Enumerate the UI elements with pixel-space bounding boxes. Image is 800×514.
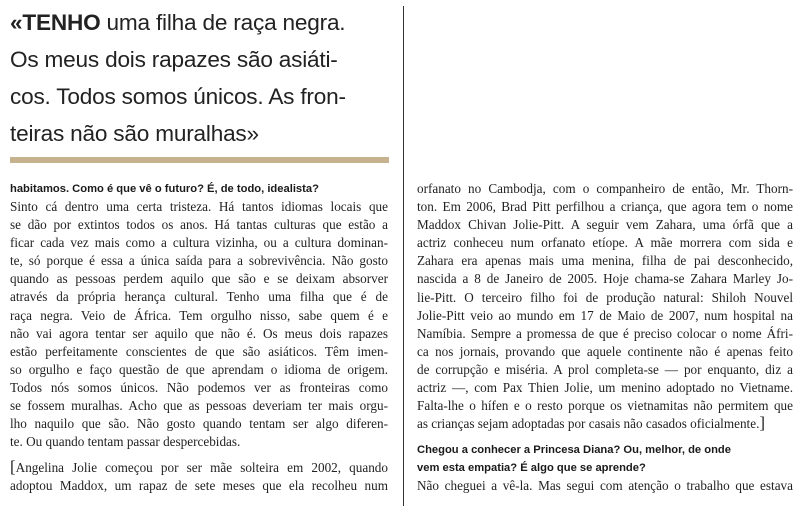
- aside-line: Namíbia. Sempre a promessa de que é preciso colocar o nome Áfri-: [417, 325, 793, 341]
- aside-line-text: Angelina Jolie começou por ser mãe solteira em 2002, quando: [15, 460, 388, 476]
- aside-line: Zahara era apenas mais uma menina, filha de pai desconhecido,: [417, 253, 793, 269]
- answer-line: Sinto cá dentro uma certa tristeza. Há tantos idiomas locais que: [10, 199, 388, 214]
- answer-line: so orgulho e faço questão de que aprendam o idioma de origem.: [10, 361, 388, 377]
- answer-line: se fossem muralhas. Acho que as pessoas deveriam ter mais orgu-: [10, 398, 388, 414]
- aside-line: nascida a 8 de Janeiro de 2005. Hoje chama-se Zahara Marley Jo-: [417, 271, 793, 287]
- aside-line: ton. Em 2006, Brad Pitt perfilhou a criança, que agora tem o nome: [417, 199, 793, 215]
- aside-open-bracket: [: [10, 457, 16, 477]
- aside-line: [10, 459, 388, 477]
- right-column: [417, 180, 793, 495]
- aside-line: de corrupção e miséria. A prol completa-se — por enquanto, diz a: [417, 361, 793, 377]
- answer-line: ficar cada vez mais como a cultura vizinha, ou a cultura dominan-: [10, 235, 388, 251]
- aside-line: Maddox Chivan Jolie-Pitt. A seguir vem Zahara, uma órfã que a: [417, 217, 793, 233]
- pull-quote-lead: «TENHO: [10, 10, 101, 35]
- aside-line: adoptou Maddox, um rapaz de sete meses que ela recolheu num: [10, 478, 388, 494]
- biography-aside-continued: [417, 180, 793, 433]
- left-column: [10, 180, 388, 496]
- pull-quote-line-3: cos. Todos somos únicos. As fron-: [10, 84, 346, 109]
- biography-aside: [10, 459, 388, 495]
- pull-quote: [10, 4, 398, 152]
- aside-line: actriz conheceu num orfanato etíope. A mãe morrera com sida e: [417, 235, 793, 251]
- answer-line: Todos nós somos únicos. Não podemos ver as fronteiras como: [10, 379, 388, 395]
- answer-line: estão perfeitamente conscientes de que são asiáticos. Têm imen-: [10, 343, 388, 359]
- answer-line: não vai agora tentar ser aquilo que não é. Os meus dois rapazes: [10, 325, 388, 341]
- pull-quote-line-1-text: uma filha de raça negra.: [100, 10, 346, 35]
- aside-line: actriz —, com Pax Thien Jolie, um menino adoptado no Vietname.: [417, 380, 793, 396]
- interview-question: Chegou a conhecer a Princesa Diana? Ou, melhor, de onde: [417, 444, 731, 457]
- answer-line: Não cheguei a vê-la. Mas segui com atenção o trabalho que estava: [417, 478, 793, 494]
- aside-line: orfanato no Cambodja, com o companheiro de então, Mr. Thorn-: [417, 181, 793, 196]
- aside-close-bracket: ]: [759, 413, 766, 433]
- answer-line: raça negra. Veio de África. Tem orgulho nisso, sabe quem é e: [10, 307, 388, 323]
- pull-quote-line-2: Os meus dois rapazes são asiáti-: [10, 47, 338, 72]
- aside-line: [417, 415, 793, 433]
- aside-line-text: as crianças sejam adoptadas por casais não casados oficialmente.: [417, 416, 760, 432]
- answer-line: através da própria herança cultural. Tenho uma filha que é de: [10, 289, 388, 305]
- answer-line: te. Ou quando tentam passar despercebidas.: [10, 434, 241, 450]
- answer-line: lho naquilo que são. Não gosto quando tentam ser algo diferen-: [10, 416, 388, 432]
- answer-line: quando as pessoas perdem aquilo que são e se deixam absorver: [10, 271, 388, 287]
- aside-line: ca nos jornais, provando que aquele continente não é apenas feito: [417, 343, 793, 359]
- pull-quote-line-1: [10, 4, 398, 41]
- pull-quote-line-4: teiras não são muralhas»: [10, 121, 259, 146]
- pull-quote-rule: [10, 157, 389, 163]
- column-divider: [403, 6, 404, 506]
- answer-line: se dão por extintos todos os anos. Há tantas culturas que estão a: [10, 217, 388, 233]
- aside-line: Jolie-Pitt veio ao mundo em 17 de Maio de 2007, num hospital na: [417, 307, 793, 323]
- aside-line: lie-Pitt. O terceiro filho foi de produção natural: Shiloh Nouvel: [417, 289, 793, 305]
- interview-question: vem esta empatia? É algo que se aprende?: [417, 462, 646, 475]
- interview-answer: [10, 198, 388, 451]
- interview-question: habitamos. Como é que vê o futuro? É, de todo, idealista?: [10, 183, 319, 195]
- aside-line: Falta-lhe o hífen e o resto porque os vietnamitas não permitem que: [417, 398, 793, 414]
- answer-line: te, só porque é essa a única saída para a sobrevivência. Não gosto: [10, 253, 388, 269]
